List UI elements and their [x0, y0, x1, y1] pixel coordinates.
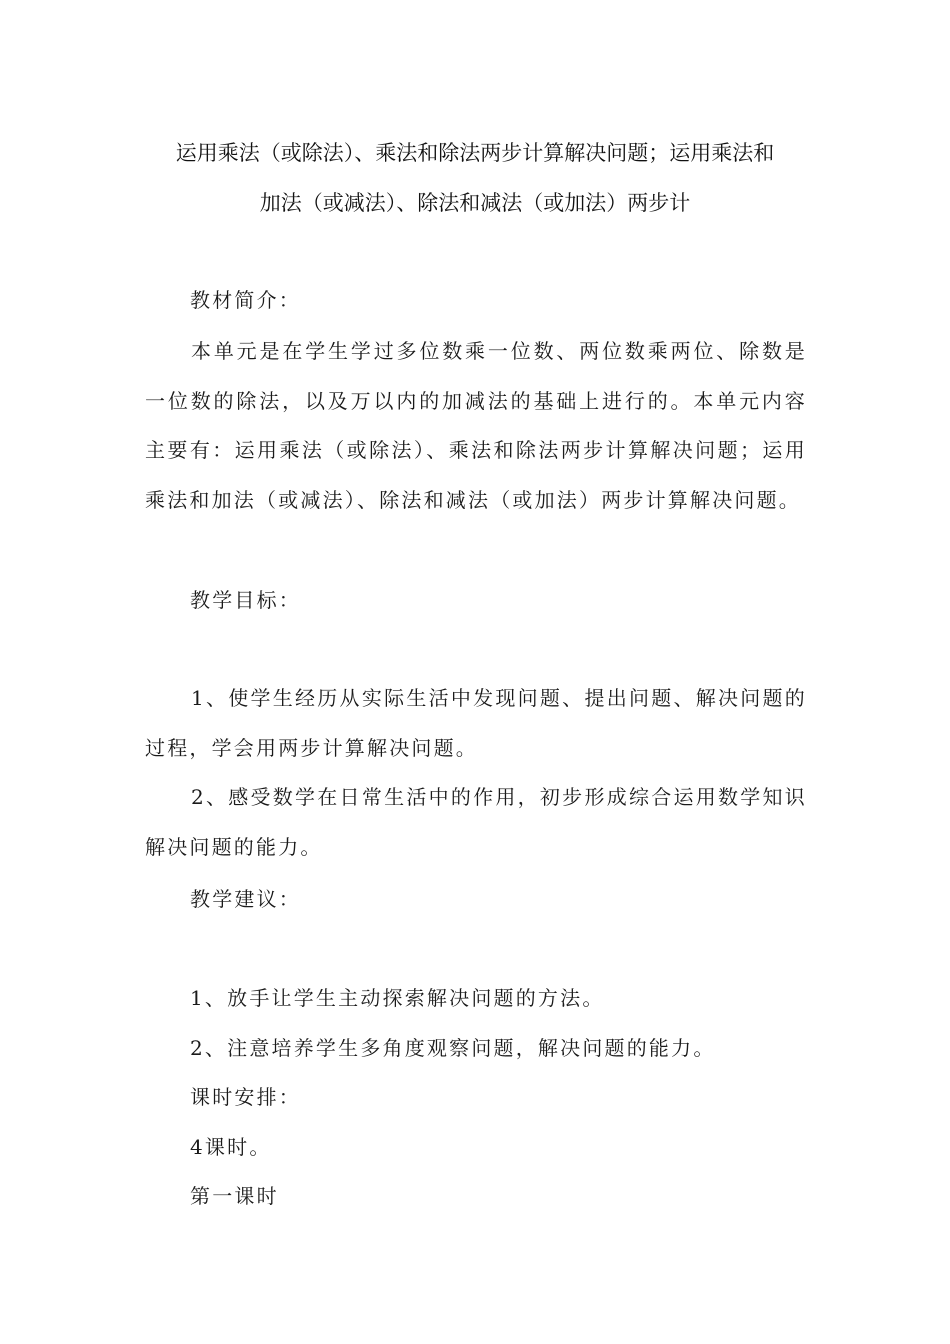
goal-item-2: 2、感受数学在日常生活中的作用，初步形成综合运用数学知识解决问题的能力。 — [145, 785, 807, 859]
schedule-heading: 课时安排： — [190, 1085, 301, 1109]
advice-item-1: 1、放手让学生主动探索解决问题的方法。 — [190, 986, 605, 1010]
title-line-2: 加法（或减法）、除法和减法（或加法）两步计 — [259, 191, 691, 215]
schedule-value: 4课时。 — [190, 1135, 272, 1159]
goal-item-1: 1、使学生经历从实际生活中发现问题、提出问题、解决问题的过程，学会用两步计算解决问题。 — [145, 686, 807, 760]
advice-heading: 教学建议： — [190, 887, 301, 911]
goals-heading: 教学目标： — [190, 588, 301, 612]
advice-item-2: 2、注意培养学生多角度观察问题，解决问题的能力。 — [190, 1036, 716, 1060]
intro-heading: 教材简介： — [190, 288, 301, 312]
lesson-heading: 第一课时 — [190, 1184, 279, 1208]
intro-paragraph: 本单元是在学生学过多位数乘一位数、两位数乘两位、除数是一位数的除法，以及万以内的加减法的基础上进行的。本单元内容主要有：运用乘法（或除法）、乘法和除法两步计算解决问题；运用乘法和加法（或减法）、除法和减法（或加法）两步计算解决问题。 — [145, 339, 807, 512]
document-title — [120, 128, 830, 228]
title-line-1: 运用乘法（或除法）、乘法和除法两步计算解决问题；运用乘法和 — [175, 141, 775, 165]
